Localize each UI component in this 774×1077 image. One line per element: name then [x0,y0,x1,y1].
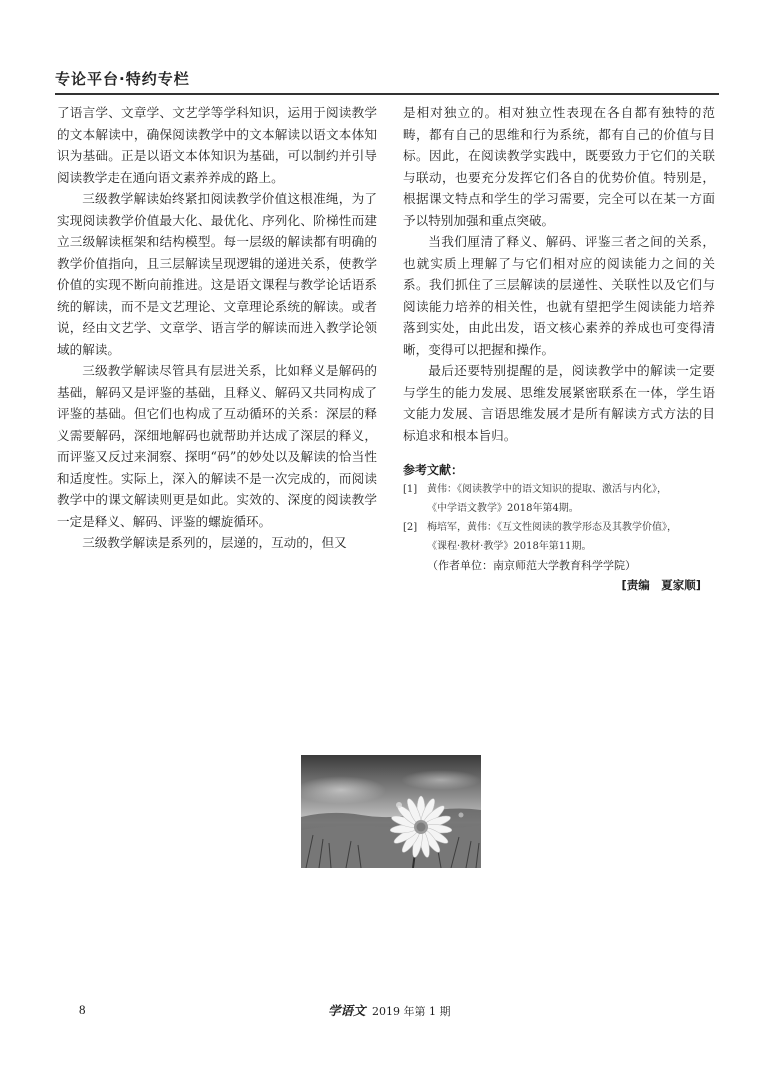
right-column [403,102,715,595]
author-unit: （作者单位：南京师范大学教育科学学院） [427,559,636,572]
page-header [55,68,719,94]
reference-item [403,518,715,556]
paragraph: 三级教学解读尽管具有层进关系，比如释义是解码的基础，解码又是评鉴的基础，且释义、解码又共同构成了评鉴的基础。但它们也构成了互动循环的关系：深层的释义需要解码，深细地解码也就帮助并达成了深层的释义，而评鉴又反过来洞察、探明“码”的妙处以及解读的恰当性和适度性。实际上，深入的解读不是一次完成的，而阅读教学中的课文解读则更是如此。实效的、深度的阅读教学一定是释义、解码、评鉴的螺旋循环。 [57,363,377,529]
reference-number: [1] [403,484,418,495]
daisy-photo [301,755,481,868]
section-title: 专论平台·特约专栏 [55,70,190,88]
references [403,460,715,595]
paragraph: 最后还要特别提醒的是，阅读教学中的解读一定要与学生的能力发展、思维发展紧密联系在一体，学生语文能力发展、言语思维发展才是所有解读方式方法的目标追求和根本旨归。 [403,363,715,443]
reference-line: 《课程·教材·教学》2018年第11期。 [427,541,592,552]
editor-credit: [责编 夏家顺] [621,578,701,592]
paragraph: 当我们厘清了释义、解码、评鉴三者之间的关系，也就实质上理解了与它们相对应的阅读能力之间的关系。我们抓住了三层解读的层递性、关联性以及它们与阅读能力培养的相关性，也就有望把学生阅读能力培养落到实处，由此出发，语文核心素养的养成也可变得清晰，变得可以把握和操作。 [403,234,715,357]
header-divider [55,93,719,95]
issue-info: 2019 年第 1 期 [372,1005,451,1018]
right-paragraphs [403,102,715,446]
reference-line: 黄伟：《阅读教学中的语文知识的提取、激活与内化》， [427,484,667,495]
paragraph: 是相对独立的。相对独立性表现在各自都有独特的范畴，都有自己的思维和行为系统，都有自己的价值与目标。因此，在阅读教学实践中，既要致力于它们的关联与联动，也要充分发挥它们各自的优势价值。特别是，根据课文特点和学生的学习需要，完全可以在某一方面予以特别加强和重点突破。 [403,105,715,228]
reference-number: [2] [403,522,418,533]
magazine-name: 学语文 [328,1003,366,1018]
references-title: 参考文献： [403,463,464,477]
publication-footer [328,1001,451,1019]
paragraph: 了语言学、文章学、文艺学等学科知识，运用于阅读教学的文本解读中，确保阅读教学中的文本解读以语文本体知识为基础。正是以语文本体知识为基础，可以制约并引导阅读教学走在通向语文素养养成的路上。 [57,105,377,185]
paragraph: 三级教学解读是系列的，层递的，互动的，但又 [82,535,347,550]
reference-list [403,480,715,556]
left-column [57,102,377,554]
page-number: 8 [79,1002,86,1017]
paragraph: 三级教学解读始终紧扣阅读教学价值这根准绳，为了实现阅读教学价值最大化、最优化、序列化、阶梯性而建立三级解读框架和结构模型。每一层级的解读都有明确的教学价值指向，且三层解读呈现逻辑的递进关系，使教学价值的实现不断向前推进。这是语文课程与教学论话语系统的解读，而不是文艺理论、文章理论系统的解读。或者说，经由文艺学、文章学、语言学的解读而进入教学论领域的解读。 [57,191,377,357]
reference-item [403,480,715,518]
reference-line: 《中学语文教学》2018年第4期。 [427,503,579,514]
reference-line: 梅培军，黄伟：《互文性阅读的教学形态及其教学价值》， [427,522,677,533]
